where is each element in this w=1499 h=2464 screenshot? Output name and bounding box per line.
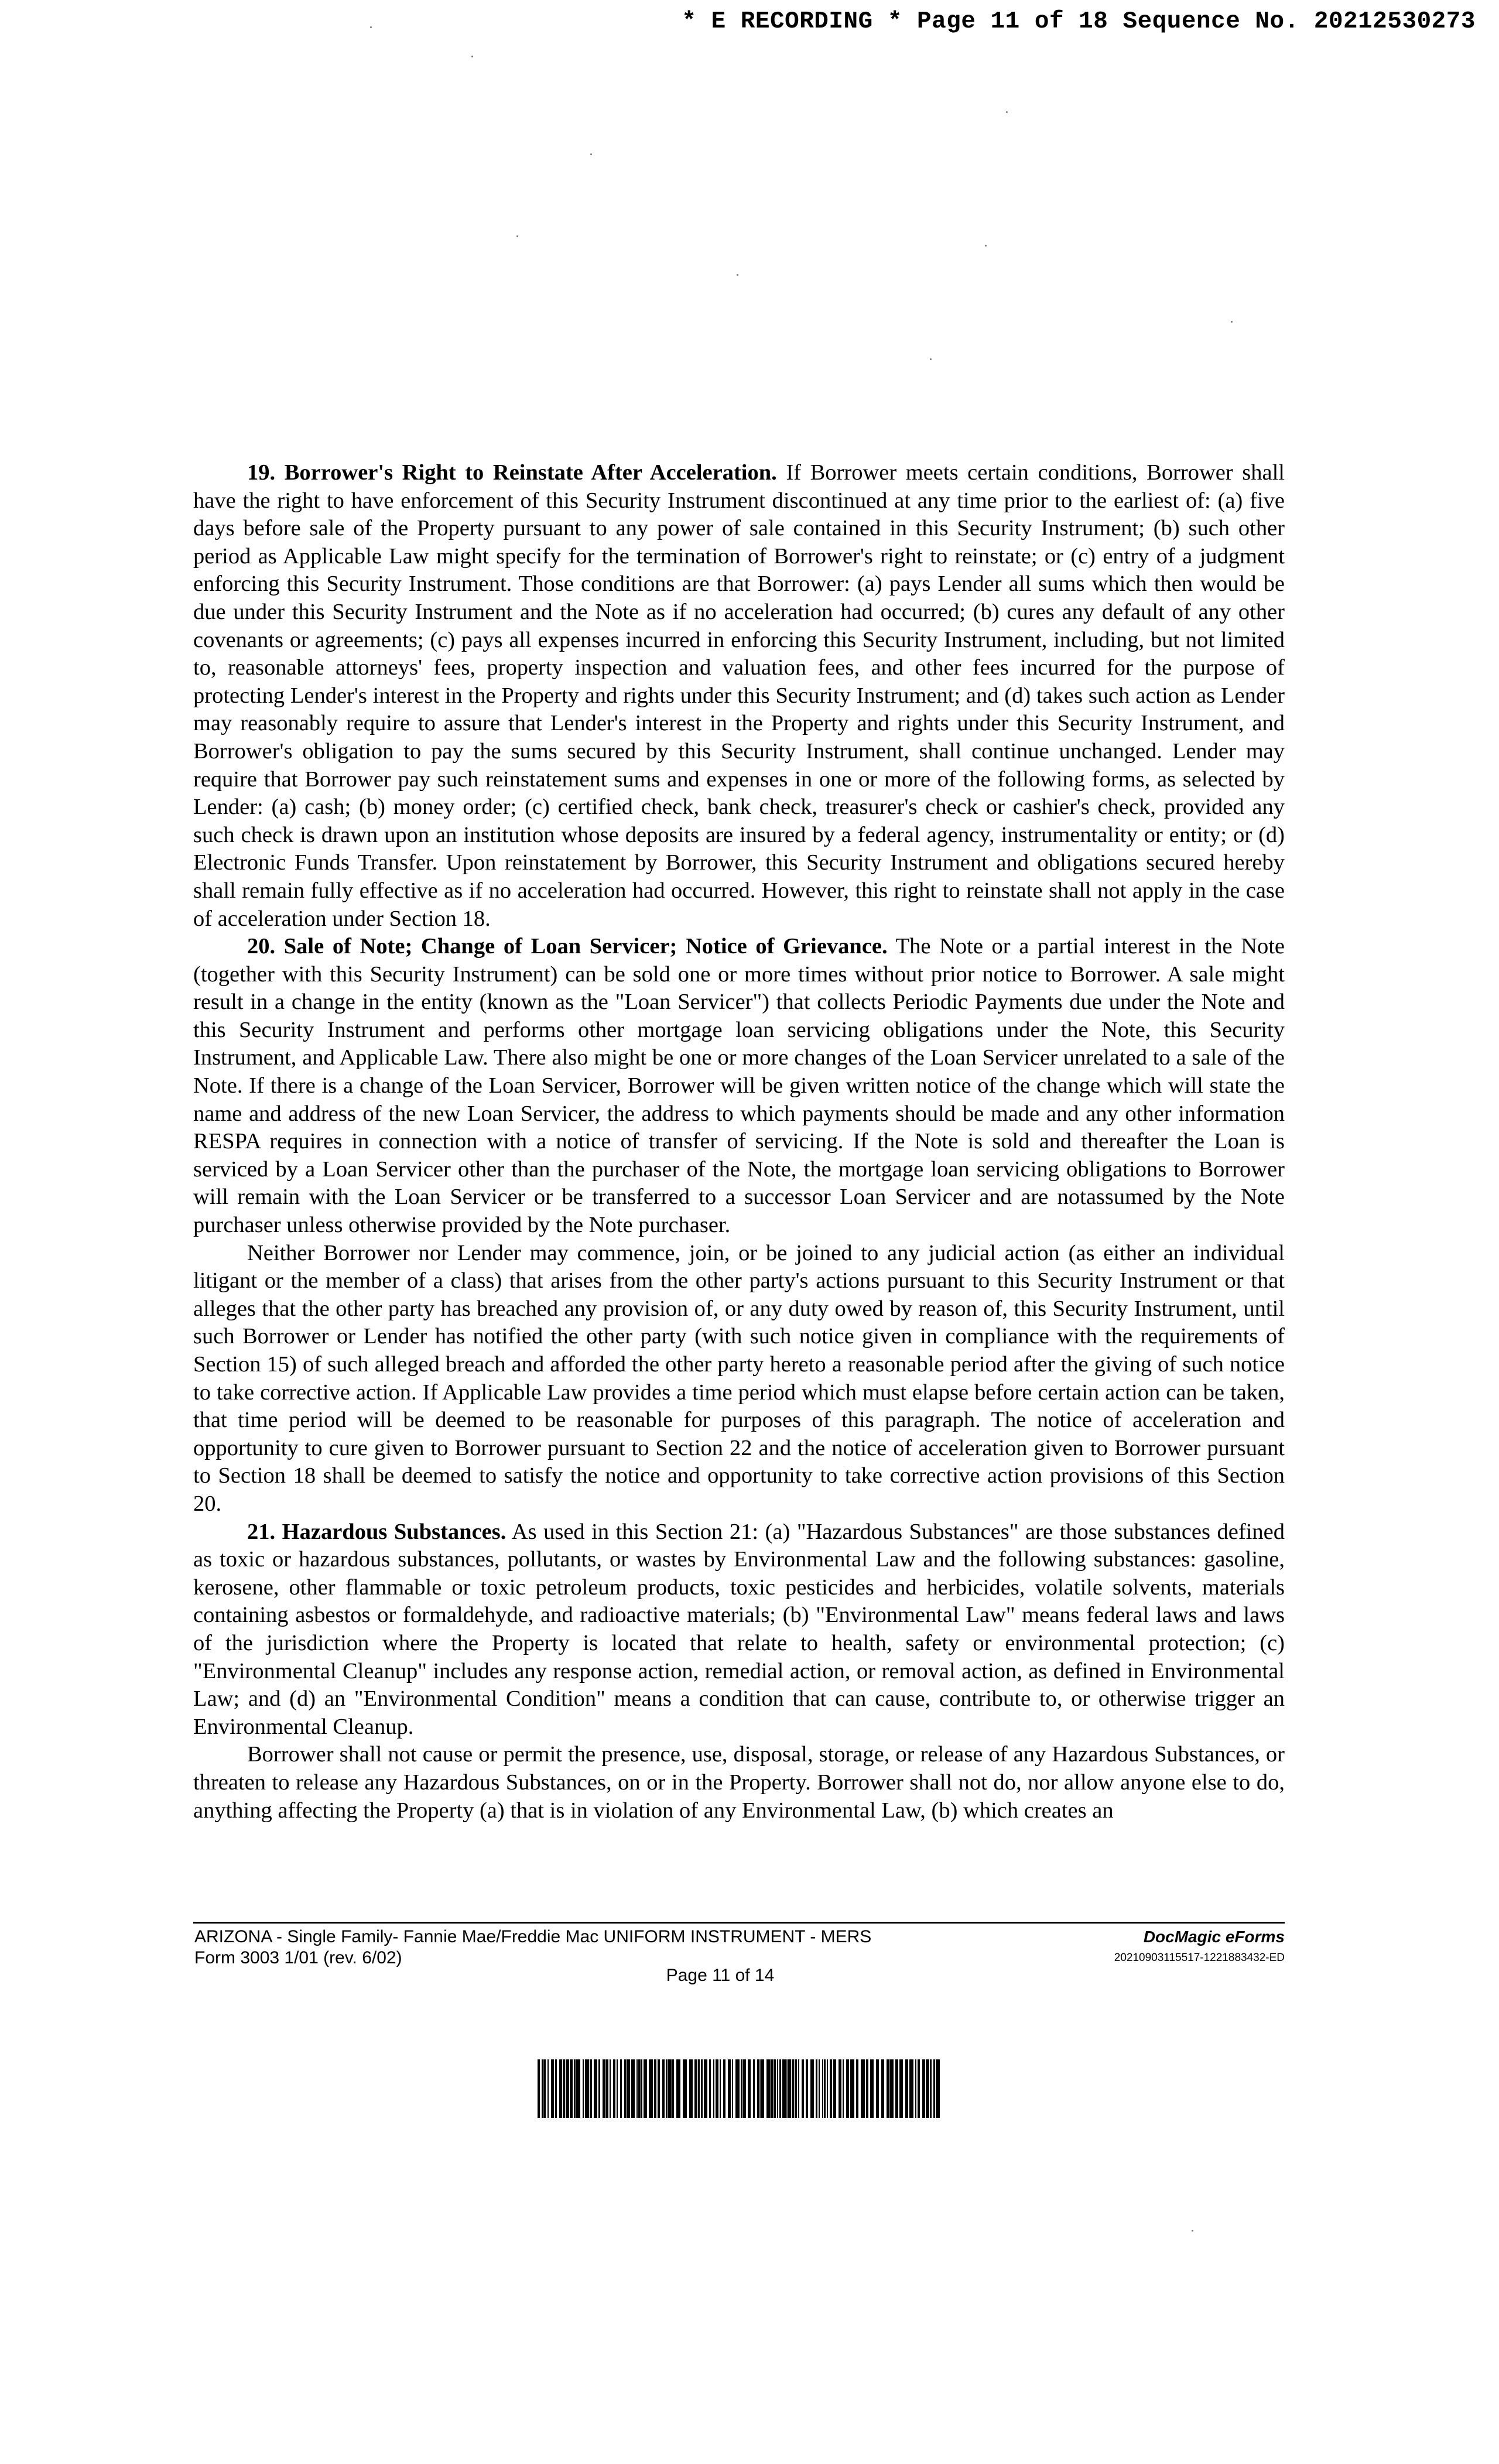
- footer-divider: [193, 1922, 1285, 1924]
- barcode-bar: [909, 2059, 913, 2118]
- scan-speck: [1231, 321, 1233, 323]
- barcode-bar: [748, 2059, 751, 2118]
- barcode-bar: [830, 2059, 832, 2118]
- barcode-bar: [753, 2059, 755, 2118]
- barcode-bar: [822, 2059, 823, 2118]
- barcode-bar: [704, 2059, 707, 2118]
- barcode-bar: [827, 2059, 828, 2118]
- barcode-bar: [936, 2059, 940, 2118]
- barcode-bar: [676, 2059, 680, 2118]
- scan-speck: [590, 153, 592, 155]
- barcode-bar: [716, 2059, 718, 2118]
- barcode-bar: [713, 2059, 714, 2118]
- barcode-bar: [547, 2059, 549, 2118]
- barcode-bar: [654, 2059, 656, 2118]
- barcode-bar: [761, 2059, 764, 2118]
- barcode-bar: [887, 2059, 889, 2118]
- barcode-bar: [631, 2059, 635, 2118]
- barcode-bar: [802, 2059, 804, 2118]
- scan-speck: [516, 235, 518, 237]
- section-19-heading: 19. Borrower's Right to Reinstate After Acceleration.: [247, 460, 777, 485]
- barcode-bar: [833, 2059, 836, 2118]
- barcode-bar: [636, 2059, 638, 2118]
- scan-speck: [737, 274, 738, 276]
- barcode-bar: [850, 2059, 854, 2118]
- barcode-bar: [662, 2059, 665, 2118]
- barcode-bar: [689, 2059, 693, 2118]
- barcode-bar: [542, 2059, 543, 2118]
- barcode-bar: [889, 2059, 894, 2118]
- barcode-bar: [861, 2059, 865, 2118]
- barcode-bar: [843, 2059, 844, 2118]
- scan-speck: [1006, 111, 1008, 113]
- section-21-paragraph-2: Borrower shall not cause or permit the presence, use, disposal, storage, or release of any Hazardous Substances, or threaten to release any Hazardous Substances, on or in the Property. Borrower shall not do, nor allow anyone else to do, anything affecting the Property (a) that is in violation of any Environmental Law, (b) which creates an: [193, 1742, 1285, 1823]
- barcode-bar: [641, 2059, 642, 2118]
- footer-form-number: Form 3003 1/01 (rev. 6/02): [194, 1948, 402, 1967]
- section-20-text: The Note or a partial interest in the Note (together with this Security Instrument) can be sold one or more times without prior notice to Borrower. A sale might result in a change in the entity (known as the "Loan Servicer") that collects Periodic Payments due under the Note and this Security Instrument and performs other mortgage loan servicing obligations under the Note, this Security Instrument, and Applicable Law. There also might be one or more changes of the Loan Servicer unrelated to a sale of the Note. If there is a change of the Loan Servicer, Borrower will be given written notice of the change which will state the name and address of the new Loan Servicer, the address to which payments should be made and any other information RESPA requires in connection with a notice of transfer of servicing. If the Note is sold and thereafter the Loan is serviced by a Loan Servicer other than the purchaser of the Note, the mortgage loan servicing obligations to Borrower will remain with the Loan Servicer or be transferred to a successor Loan Servicer and are notassumed by the Note purchaser unless otherwise provided by the Note purchaser.: [193, 934, 1285, 1238]
- barcode-bar: [566, 2059, 569, 2118]
- barcode-bar: [538, 2059, 540, 2118]
- scan-speck: [985, 245, 987, 247]
- scan-speck: [471, 56, 473, 57]
- barcode-bar: [666, 2059, 668, 2118]
- barcode-bar: [624, 2059, 627, 2118]
- barcode-bar: [563, 2059, 565, 2118]
- section-21-text: As used in this Section 21: (a) "Hazardous Substances" are those substances defined as toxic or hazardous substances, pollutants, or wastes by Environmental Law and the following substances: gasoline, kerosene, other flammable or toxic petroleum products, toxic pesticides and herbicides, volatile solvents, materials containing asbestos or formaldehyde, and radioactive materials; (b) "Environmental Law" means federal laws and laws of the jurisdiction where the Property is located that relate to health, safety or environmental protection; (c) "Environmental Cleanup" includes any response action, remedial action, or removal action, as defined in Environmental Law; and (d) an "Environmental Condition" means a condition that can cause, contribute to, or otherwise trigger an Environmental Cleanup.: [193, 1519, 1285, 1739]
- barcode-bar: [922, 2059, 925, 2118]
- barcode-bar: [839, 2059, 841, 2118]
- barcode-bar: [795, 2059, 797, 2118]
- barcode-bar: [649, 2059, 653, 2118]
- barcode-bar: [590, 2059, 592, 2118]
- barcode-bar: [694, 2059, 697, 2118]
- barcode-bar: [735, 2059, 740, 2118]
- barcode-bar: [610, 2059, 611, 2118]
- footer-brand-block: [937, 1926, 1285, 1969]
- barcode-bar: [899, 2059, 903, 2118]
- barcode-bar: [576, 2059, 580, 2118]
- barcode-bar: [759, 2059, 761, 2118]
- recording-stamp: * E RECORDING * Page 11 of 18 Sequence No. 20212530273: [682, 8, 1476, 35]
- barcode-bar: [732, 2059, 733, 2118]
- barcode-bar: [782, 2059, 786, 2118]
- barcode-bar: [771, 2059, 774, 2118]
- barcode-bar: [672, 2059, 674, 2118]
- barcode-bar: [930, 2059, 932, 2118]
- section-21-paragraph: [193, 1518, 1285, 1741]
- section-19-paragraph: [193, 459, 1285, 933]
- footer-form-info: [194, 1926, 956, 1969]
- barcode-bar: [741, 2059, 742, 2118]
- barcode-bar: [574, 2059, 576, 2118]
- barcode-bar: [559, 2059, 562, 2118]
- section-21-heading: 21. Hazardous Substances.: [247, 1519, 506, 1544]
- barcode-bar: [810, 2059, 814, 2118]
- barcode-bar: [742, 2059, 746, 2118]
- barcode-bar: [605, 2059, 608, 2118]
- barcode-bar: [620, 2059, 622, 2118]
- barcode-bar: [786, 2059, 788, 2118]
- barcode-bar: [856, 2059, 858, 2118]
- barcode-bar: [806, 2059, 808, 2118]
- barcode-bar: [617, 2059, 618, 2118]
- scan-speck: [370, 26, 372, 28]
- barcode-bar: [551, 2059, 554, 2118]
- barcode-bar: [543, 2059, 546, 2118]
- barcode-bar: [881, 2059, 884, 2118]
- barcode-bar: [555, 2059, 557, 2118]
- barcode-bar: [777, 2059, 778, 2118]
- scan-speck: [1192, 2230, 1193, 2232]
- barcode-bar: [683, 2059, 687, 2118]
- section-20-paragraph: [193, 933, 1285, 1240]
- barcode-bar: [766, 2059, 771, 2118]
- barcode-bar: [757, 2059, 759, 2118]
- section-20-paragraph-2: Neither Borrower nor Lender may commence, join, or be joined to any judicial action (as either an individual litigant or the member of a class) that arises from the other party's actions pursuant to this Security Instrument or that alleges that the other party has breached any provision of, or any duty owed by reason of, this Security Instrument, until such Borrower or Lender has notified the other party (with such notice given in compliance with the requirements of Section 15) of such alleged breach and afforded the other party hereto a reasonable period after the giving of such notice to take corrective action. If Applicable Law provides a time period which must elapse before certain action can be taken, that time period will be deemed to be reasonable for purposes of this paragraph. The notice of acceleration and opportunity to cure given to Borrower pursuant to Section 22 and the notice of acceleration given to Borrower pursuant to Section 18 shall be deemed to satisfy the notice and opportunity to take corrective action provisions of this Section 20.: [193, 1240, 1285, 1516]
- barcode-bar: [876, 2059, 879, 2118]
- barcode-bar: [779, 2059, 781, 2118]
- footer-doc-code: 20210903115517-1221883432-ED: [1114, 1952, 1285, 1964]
- barcode-bar: [895, 2059, 898, 2118]
- barcode-bar: [585, 2059, 589, 2118]
- barcode-bar: [792, 2059, 794, 2118]
- barcode-bar: [701, 2059, 703, 2118]
- barcode-bar: [698, 2059, 700, 2118]
- barcode-bar: [603, 2059, 605, 2118]
- barcode-bar: [866, 2059, 868, 2118]
- footer-form-title: ARIZONA - Single Family- Fannie Mae/Freddie Mac UNIFORM INSTRUMENT - MERS: [194, 1927, 872, 1946]
- barcode-bar: [905, 2059, 908, 2118]
- barcode-bar: [709, 2059, 711, 2118]
- barcode-bar: [774, 2059, 776, 2118]
- barcode-bar: [598, 2059, 600, 2118]
- section-20-heading: 20. Sale of Note; Change of Loan Servicer; Notice of Grievance.: [247, 934, 888, 959]
- barcode-bar: [846, 2059, 849, 2118]
- barcode-bar: [658, 2059, 660, 2118]
- barcode-bar: [723, 2059, 725, 2118]
- barcode-bar: [918, 2059, 920, 2118]
- barcode: [538, 2059, 942, 2118]
- scan-speck: [930, 358, 932, 360]
- barcode-bar: [570, 2059, 573, 2118]
- section-19-text: If Borrower meets certain conditions, Borrower shall have the right to have enforcement of this Security Instrument discontinued at any time prior to the earliest of: (a) five days before sale of the Property pursuant to any power of sale contained in this Security Instrument; (b) such other period as Applicable Law might specify for the termination of Borrower's right to reinstate; or (c) entry of a judgment enforcing this Security Instrument. Those conditions are that Borrower: (a) pays Lender all sums which then would be due under this Security Instrument and the Note as if no acceleration had occurred; (b) cures any default of any other covenants or agreements; (c) pays all expenses incurred in enforcing this Security Instrument, including, but not limited to, reasonable attorneys' fees, property inspection and valuation fees, and other fees incurred for the purpose of protecting Lender's interest in the Property and rights under this Security Instrument; and (d) takes such action as Lender may reasonably require to assure that Lender's interest in the Property and rights under this Security Instrument, and Borrower's obligation to pay the sums secured by this Security Instrument, shall continue unchanged. Lender may require that Borrower pay such reinstatement sums and expenses in one or more of the following forms, as selected by Lender: (a) cash; (b) money order; (c) certified check, bank check, treasurer's check or cashier's check, provided any such check is drawn upon an institution whose deposits are insured by a federal agency, instrumentality or entity; or (d) Electronic Funds Transfer. Upon reinstatement by Borrower, this Security Instrument and obligations secured hereby shall remain fully effective as if no acceleration had occurred. However, this right to reinstate shall not apply in the case of acceleration under Section 18.: [193, 460, 1285, 931]
- document-body: [193, 459, 1285, 1825]
- page-number: Page 11 of 14: [666, 1966, 775, 1985]
- barcode-bar: [638, 2059, 641, 2118]
- barcode-bar: [870, 2059, 874, 2118]
- barcode-bar: [819, 2059, 820, 2118]
- barcode-bar: [915, 2059, 916, 2118]
- docmagic-logo: DocMagic eForms: [1143, 1928, 1285, 1946]
- barcode-bar: [728, 2059, 731, 2118]
- barcode-bar: [788, 2059, 791, 2118]
- barcode-bar: [668, 2059, 672, 2118]
- barcode-bar: [644, 2059, 647, 2118]
- barcode-bar: [583, 2059, 584, 2118]
- barcode-bar: [627, 2059, 630, 2118]
- barcode-bar: [594, 2059, 597, 2118]
- barcode-bar: [926, 2059, 929, 2118]
- barcode-bar: [824, 2059, 826, 2118]
- barcode-bar: [798, 2059, 799, 2118]
- barcode-bar: [720, 2059, 721, 2118]
- barcode-bar: [933, 2059, 935, 2118]
- barcode-bar: [816, 2059, 817, 2118]
- barcode-bar: [613, 2059, 615, 2118]
